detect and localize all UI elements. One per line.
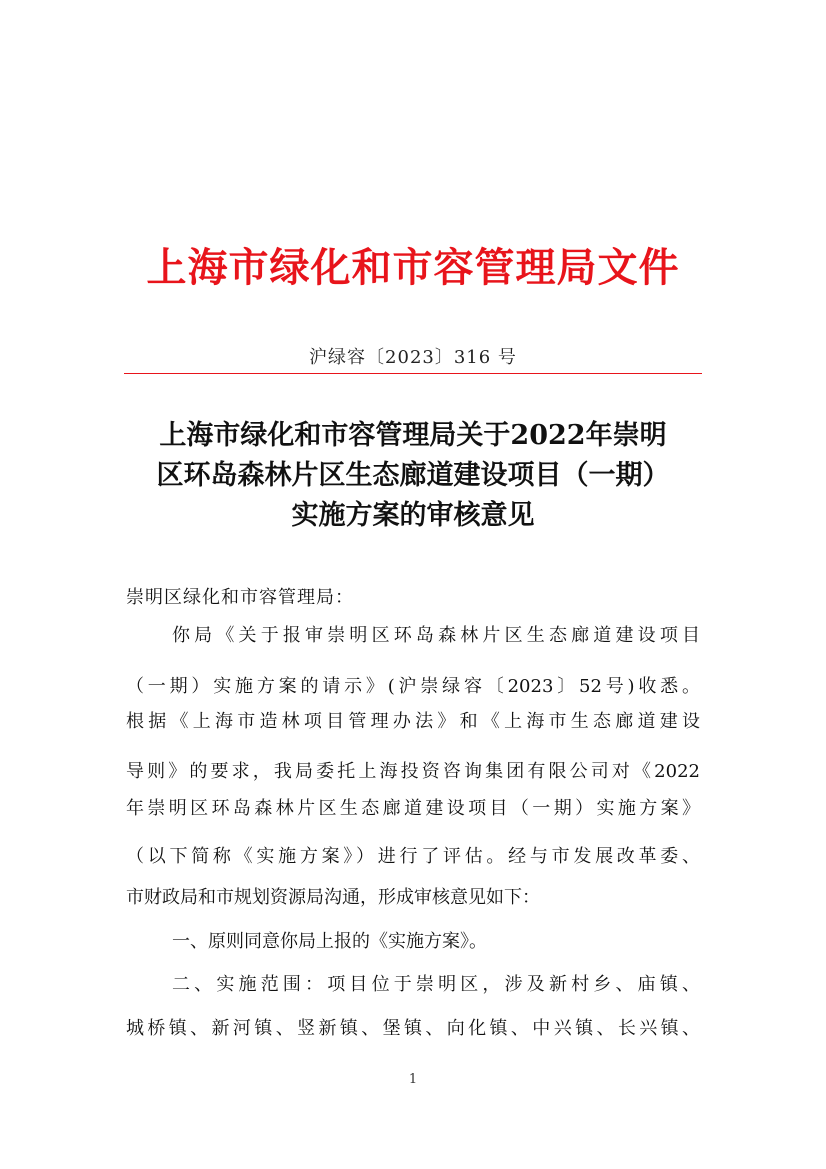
- body-text-line: 城桥镇、新河镇、竖新镇、堡镇、向化镇、中兴镇、长兴镇、: [126, 1018, 700, 1039]
- title-line: 区环岛森林片区生态廊道建设项目（一期）: [156, 460, 670, 491]
- body-text-line: 导则》的要求，我局委托上海投资咨询集团有限公司对《2022: [126, 761, 700, 782]
- addressee: 崇明区绿化和市容管理局：: [126, 587, 354, 608]
- body-text-line: 年崇明区环岛森林片区生态廊道建设项目（一期）实施方案》: [126, 798, 700, 819]
- document-number: 沪绿容〔2023〕316 号: [309, 347, 517, 368]
- red-divider-line: [124, 373, 702, 374]
- masthead-title: 上海市绿化和市容管理局文件: [146, 245, 680, 291]
- body-text-line: 二、实施范围：项目位于崇明区，涉及新村乡、庙镇、: [172, 974, 700, 995]
- body-text-line: 你局《关于报审崇明区环岛森林片区生态廊道建设项目: [172, 625, 700, 646]
- document-title: [110, 416, 716, 536]
- body-text-line: （以下简称《实施方案》）进行了评估。经与市发展改革委、: [126, 846, 700, 867]
- body-text-line: 一、原则同意你局上报的《实施方案》。: [172, 931, 487, 952]
- title-line: 上海市绿化和市容管理局关于2022年崇明: [159, 420, 667, 451]
- page-number: 1: [408, 1072, 418, 1087]
- title-line: 实施方案的审核意见: [291, 500, 535, 531]
- body-text-line: （一期）实施方案的请示》(沪崇绿容〔2023〕52号)收悉。: [126, 676, 700, 697]
- body-text-line: 市财政局和市规划资源局沟通，形成审核意见如下：: [126, 887, 540, 908]
- body-text-line: 根据《上海市造林项目管理办法》和《上海市生态廊道建设: [126, 711, 700, 732]
